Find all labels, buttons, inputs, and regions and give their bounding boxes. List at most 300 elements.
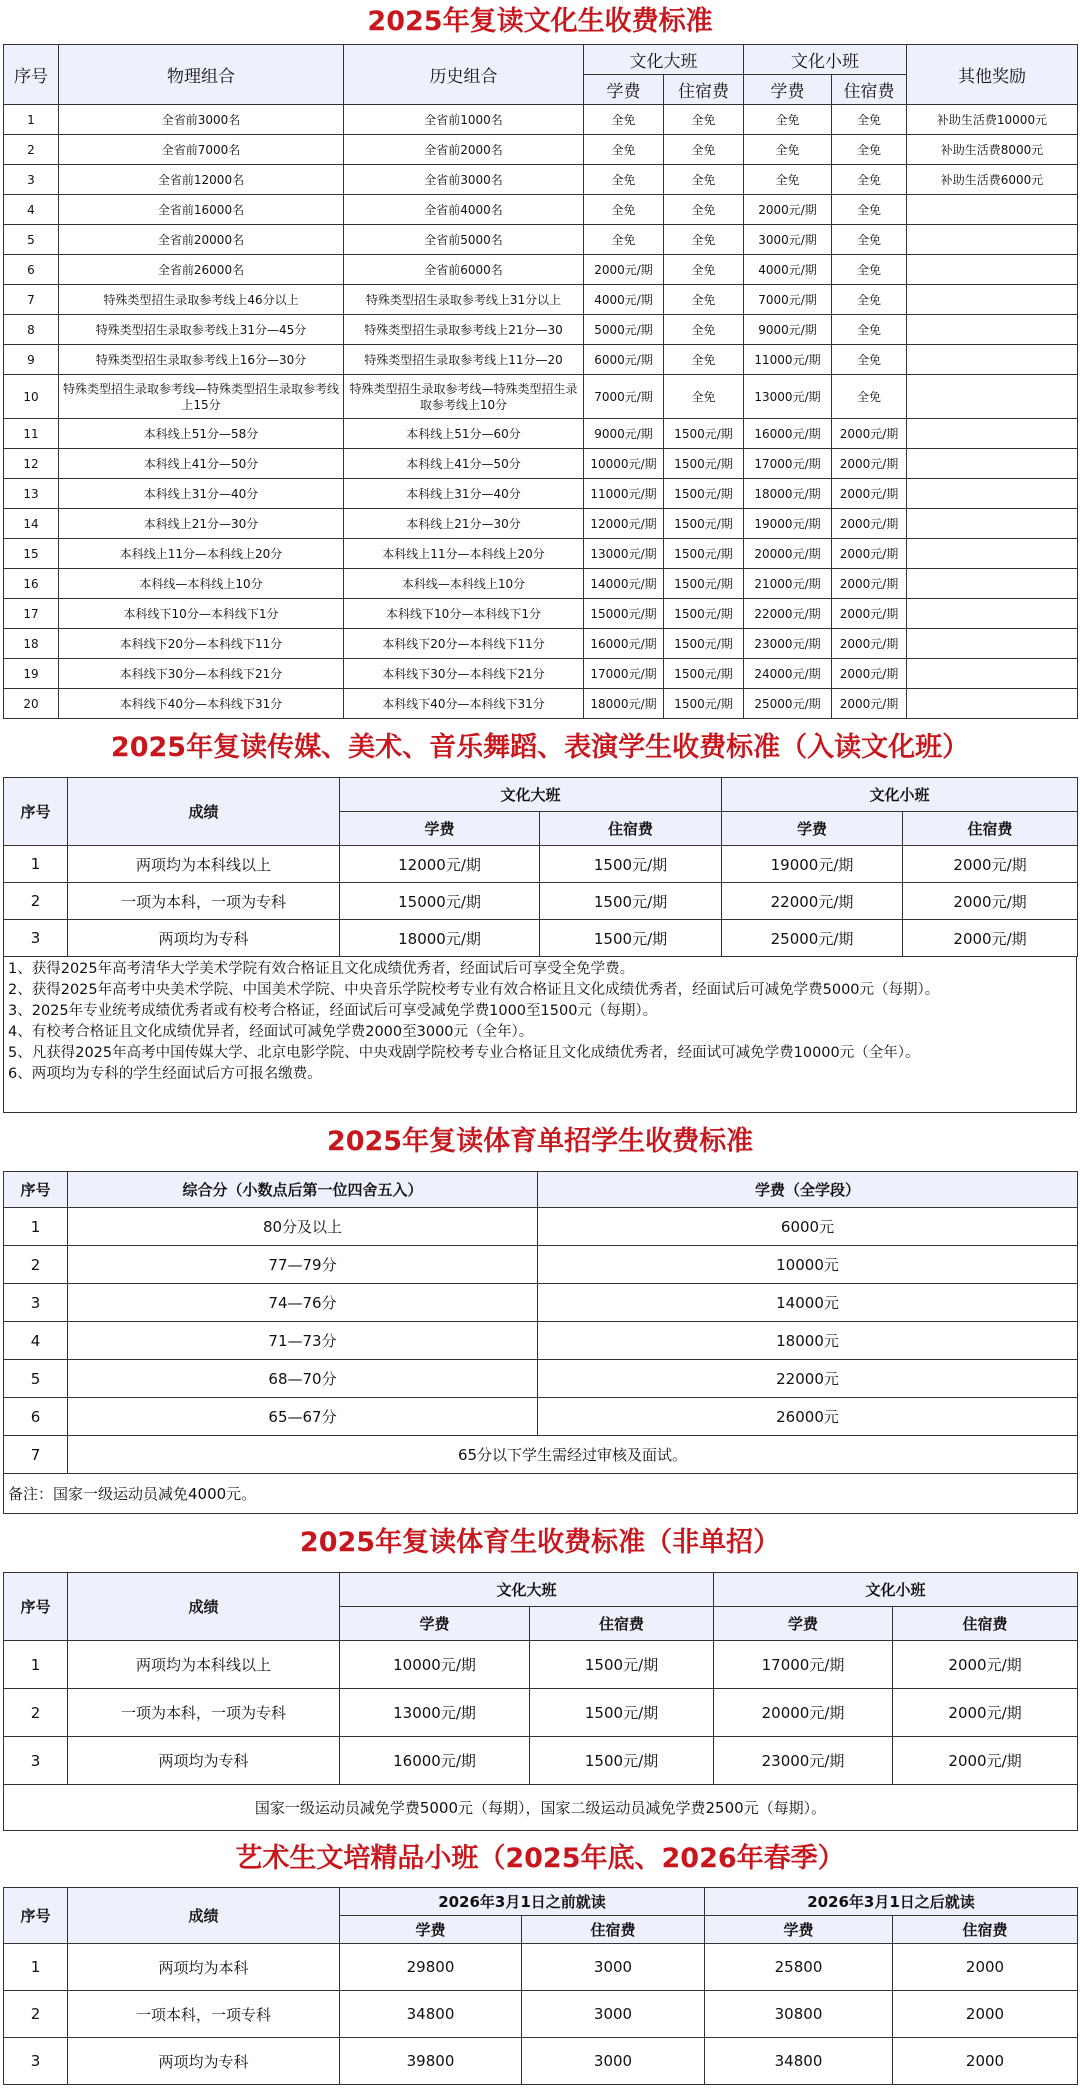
section1-title: 2025年复读文化生收费标准 [367, 6, 713, 37]
big-class-board: 全免 [664, 135, 744, 165]
row-number: 4 [4, 195, 59, 225]
small-class-board: 全免 [832, 315, 907, 345]
other-reward [907, 569, 1078, 599]
header-board: 住宿费 [664, 75, 744, 105]
history-criteria: 本科线上31分—40分 [344, 479, 584, 509]
small-class-board: 全免 [832, 375, 907, 419]
row-number: 3 [4, 1737, 68, 1785]
history-criteria: 本科线上21分—30分 [344, 509, 584, 539]
score-range: 68—70分 [68, 1360, 538, 1398]
small-class-tuition: 21000元/期 [744, 569, 832, 599]
other-reward [907, 539, 1078, 569]
board-cell: 1500元/期 [530, 1689, 714, 1737]
big-class-board: 全免 [664, 105, 744, 135]
small-class-tuition: 11000元/期 [744, 345, 832, 375]
small-class-board: 2000元/期 [832, 509, 907, 539]
section5-title: 艺术生文培精品小班（2025年底、2026年春季） [235, 1843, 845, 1874]
board-cell: 2000元/期 [893, 1641, 1078, 1689]
history-criteria: 全省前6000名 [344, 255, 584, 285]
big-class-board: 1500元/期 [664, 599, 744, 629]
table-row [4, 1284, 1078, 1322]
other-reward [907, 659, 1078, 689]
tuition-cell: 6000元 [538, 1208, 1078, 1246]
small-class-board: 2000元/期 [832, 539, 907, 569]
row-number: 2 [4, 1991, 68, 2038]
table-row [4, 255, 1078, 285]
physics-criteria: 特殊类型招生录取参考线上46分以上 [59, 285, 344, 315]
header-no: 序号 [4, 1573, 68, 1641]
header-small-class: 文化小班 [744, 45, 907, 75]
header-no: 序号 [4, 45, 59, 105]
score-range: 71—73分 [68, 1322, 538, 1360]
note-line: 1、获得2025年高考清华大学美术学院有效合格证且文化成绩优秀者，经面试后可享受全免学费。 [8, 961, 635, 977]
score-criteria: 两项均为本科 [68, 1944, 340, 1991]
header-tuition: 学费 [722, 812, 903, 846]
row-number: 2 [4, 883, 68, 920]
tuition-cell: 22000元 [538, 1360, 1078, 1398]
section4-note: 国家一级运动员减免学费5000元（每期），国家二级运动员减免学费2500元（每期）。 [4, 1785, 1078, 1831]
small-class-tuition: 17000元/期 [744, 449, 832, 479]
big-class-tuition: 2000元/期 [584, 255, 664, 285]
row-number: 10 [4, 375, 59, 419]
small-class-tuition: 9000元/期 [744, 315, 832, 345]
note-line: 3、2025年专业统考成绩优秀者或有校考合格证，经面试后可享受减免学费1000至1500元（每期）。 [8, 1003, 658, 1019]
header-no: 序号 [4, 778, 68, 846]
tuition-cell: 25000元/期 [722, 920, 903, 957]
row-number: 4 [4, 1322, 68, 1360]
big-class-tuition: 全免 [584, 135, 664, 165]
section1-table [3, 44, 1078, 719]
header-before-date: 2026年3月1日之前就读 [340, 1888, 705, 1916]
physics-criteria: 全省前16000名 [59, 195, 344, 225]
table-row [4, 165, 1078, 195]
big-class-board: 全免 [664, 225, 744, 255]
small-class-tuition: 4000元/期 [744, 255, 832, 285]
table-row [4, 1360, 1078, 1398]
physics-criteria: 本科线上11分—本科线上20分 [59, 539, 344, 569]
small-class-board: 2000元/期 [832, 569, 907, 599]
small-class-board: 全免 [832, 135, 907, 165]
row-number: 17 [4, 599, 59, 629]
table-row [4, 345, 1078, 375]
other-reward [907, 629, 1078, 659]
row-number: 3 [4, 2038, 68, 2085]
small-class-tuition: 3000元/期 [744, 225, 832, 255]
header-tuition: 学费 [744, 75, 832, 105]
tuition-cell: 34800 [340, 1991, 522, 2038]
big-class-board: 全免 [664, 195, 744, 225]
note-line: 5、凡获得2025年高考中国传媒大学、北京电影学院、中央戏剧学院校考专业合格证且文化成绩优秀者，经面试可减免学费10000元（全年）。 [8, 1045, 920, 1061]
history-criteria: 全省前4000名 [344, 195, 584, 225]
big-class-tuition: 17000元/期 [584, 659, 664, 689]
physics-criteria: 全省前20000名 [59, 225, 344, 255]
section2-table [3, 777, 1078, 957]
header-score: 综合分（小数点后第一位四舍五入） [68, 1172, 538, 1208]
tuition-cell: 23000元/期 [714, 1737, 893, 1785]
table-row [4, 1641, 1078, 1689]
physics-criteria: 特殊类型招生录取参考线上31分—45分 [59, 315, 344, 345]
tuition-cell: 19000元/期 [722, 846, 903, 883]
big-class-tuition: 6000元/期 [584, 345, 664, 375]
header-physics: 物理组合 [59, 45, 344, 105]
big-class-tuition: 10000元/期 [584, 449, 664, 479]
physics-criteria: 本科线上51分—58分 [59, 419, 344, 449]
small-class-board: 全免 [832, 195, 907, 225]
row-note: 65分以下学生需经过审核及面试。 [68, 1436, 1078, 1474]
header-board: 住宿费 [832, 75, 907, 105]
score-range: 80分及以上 [68, 1208, 538, 1246]
row-number: 7 [4, 285, 59, 315]
row-number: 2 [4, 1689, 68, 1737]
row-number: 1 [4, 846, 68, 883]
physics-criteria: 特殊类型招生录取参考线上16分—30分 [59, 345, 344, 375]
big-class-board: 1500元/期 [664, 509, 744, 539]
section4-title: 2025年复读体育生收费标准（非单招） [299, 1527, 781, 1558]
physics-criteria: 本科线上41分—50分 [59, 449, 344, 479]
big-class-board: 1500元/期 [664, 659, 744, 689]
header-score: 成绩 [68, 1888, 340, 1944]
other-reward [907, 479, 1078, 509]
other-reward [907, 419, 1078, 449]
small-class-board: 2000元/期 [832, 689, 907, 719]
table-row [4, 105, 1078, 135]
board-cell: 1500元/期 [540, 846, 722, 883]
big-class-tuition: 5000元/期 [584, 315, 664, 345]
section4-table [3, 1572, 1078, 1831]
table-row [4, 629, 1078, 659]
small-class-tuition: 23000元/期 [744, 629, 832, 659]
header-no: 序号 [4, 1888, 68, 1944]
big-class-tuition: 16000元/期 [584, 629, 664, 659]
tuition-cell: 10000元 [538, 1246, 1078, 1284]
table-row [4, 846, 1078, 883]
score-criteria: 两项均为专科 [68, 920, 340, 957]
header-board: 住宿费 [903, 812, 1078, 846]
big-class-tuition: 15000元/期 [584, 599, 664, 629]
physics-criteria: 全省前26000名 [59, 255, 344, 285]
header-board: 住宿费 [522, 1916, 705, 1944]
big-class-tuition: 全免 [584, 165, 664, 195]
score-criteria: 两项均为本科线以上 [68, 1641, 340, 1689]
other-reward: 补助生活费10000元 [907, 105, 1078, 135]
physics-criteria: 本科线上21分—30分 [59, 509, 344, 539]
history-criteria: 全省前1000名 [344, 105, 584, 135]
header-tuition: 学费 [340, 812, 540, 846]
table-row [4, 225, 1078, 255]
header-other-reward: 其他奖励 [907, 45, 1078, 105]
score-range: 74—76分 [68, 1284, 538, 1322]
small-class-tuition: 24000元/期 [744, 659, 832, 689]
tuition-cell: 22000元/期 [722, 883, 903, 920]
big-class-board: 全免 [664, 315, 744, 345]
big-class-tuition: 11000元/期 [584, 479, 664, 509]
header-tuition: 学费 [705, 1916, 893, 1944]
big-class-board: 1500元/期 [664, 569, 744, 599]
header-score: 成绩 [68, 778, 340, 846]
physics-criteria: 本科线—本科线上10分 [59, 569, 344, 599]
tuition-cell: 20000元/期 [714, 1689, 893, 1737]
table-row [4, 1246, 1078, 1284]
board-cell: 2000元/期 [893, 1737, 1078, 1785]
header-big-class: 文化大班 [340, 1573, 714, 1607]
big-class-tuition: 9000元/期 [584, 419, 664, 449]
other-reward: 补助生活费6000元 [907, 165, 1078, 195]
other-reward [907, 285, 1078, 315]
row-number: 1 [4, 105, 59, 135]
other-reward [907, 375, 1078, 419]
history-criteria: 本科线下40分—本科线下31分 [344, 689, 584, 719]
small-class-board: 全免 [832, 345, 907, 375]
section5-table [3, 1887, 1078, 2085]
small-class-tuition: 20000元/期 [744, 539, 832, 569]
score-range: 77—79分 [68, 1246, 538, 1284]
small-class-tuition: 7000元/期 [744, 285, 832, 315]
history-criteria: 特殊类型招生录取参考线上11分—20 [344, 345, 584, 375]
section3-note: 备注：国家一级运动员减免4000元。 [4, 1474, 1078, 1514]
big-class-tuition: 14000元/期 [584, 569, 664, 599]
tuition-cell: 34800 [705, 2038, 893, 2085]
header-big-class: 文化大班 [584, 45, 744, 75]
table-row [4, 1944, 1078, 1991]
table-row [4, 195, 1078, 225]
big-class-tuition: 13000元/期 [584, 539, 664, 569]
small-class-board: 全免 [832, 225, 907, 255]
header-tuition: 学费 [340, 1916, 522, 1944]
big-class-board: 1500元/期 [664, 539, 744, 569]
table-row [4, 1398, 1078, 1436]
tuition-cell: 39800 [340, 2038, 522, 2085]
physics-criteria: 全省前3000名 [59, 105, 344, 135]
board-cell: 1500元/期 [540, 883, 722, 920]
header-small-class: 文化小班 [714, 1573, 1078, 1607]
table-row [4, 449, 1078, 479]
table-row [4, 1991, 1078, 2038]
table-row [4, 1208, 1078, 1246]
big-class-board: 全免 [664, 375, 744, 419]
tuition-cell: 18000元/期 [340, 920, 540, 957]
small-class-tuition: 25000元/期 [744, 689, 832, 719]
row-number: 9 [4, 345, 59, 375]
small-class-board: 2000元/期 [832, 659, 907, 689]
row-number: 2 [4, 135, 59, 165]
big-class-board: 1500元/期 [664, 689, 744, 719]
other-reward [907, 599, 1078, 629]
tuition-cell: 10000元/期 [340, 1641, 530, 1689]
small-class-tuition: 全免 [744, 165, 832, 195]
other-reward [907, 195, 1078, 225]
physics-criteria: 本科线上31分—40分 [59, 479, 344, 509]
physics-criteria: 本科线下30分—本科线下21分 [59, 659, 344, 689]
history-criteria: 全省前2000名 [344, 135, 584, 165]
physics-criteria: 本科线下10分—本科线下1分 [59, 599, 344, 629]
history-criteria: 本科线下20分—本科线下11分 [344, 629, 584, 659]
other-reward [907, 225, 1078, 255]
tuition-cell: 26000元 [538, 1398, 1078, 1436]
tuition-cell: 25800 [705, 1944, 893, 1991]
row-number: 3 [4, 1284, 68, 1322]
row-number: 15 [4, 539, 59, 569]
section3-table [3, 1171, 1078, 1514]
small-class-tuition: 22000元/期 [744, 599, 832, 629]
board-cell: 3000 [522, 1991, 705, 2038]
note-line: 6、两项均为专科的学生经面试后方可报名缴费。 [8, 1066, 322, 1082]
header-board: 住宿费 [893, 1916, 1078, 1944]
tuition-cell: 29800 [340, 1944, 522, 1991]
small-class-board: 2000元/期 [832, 419, 907, 449]
section2-title: 2025年复读传媒、美术、音乐舞蹈、表演学生收费标准（入读文化班） [110, 732, 970, 763]
table-row [4, 1689, 1078, 1737]
row-number: 1 [4, 1641, 68, 1689]
history-criteria: 本科线上41分—50分 [344, 449, 584, 479]
header-tuition: 学费（全学段） [538, 1172, 1078, 1208]
other-reward [907, 255, 1078, 285]
big-class-tuition: 4000元/期 [584, 285, 664, 315]
history-criteria: 本科线上51分—60分 [344, 419, 584, 449]
row-number: 7 [4, 1436, 68, 1474]
small-class-tuition: 全免 [744, 135, 832, 165]
table-row [4, 1322, 1078, 1360]
row-number: 14 [4, 509, 59, 539]
big-class-board: 1500元/期 [664, 449, 744, 479]
small-class-tuition: 13000元/期 [744, 375, 832, 419]
small-class-board: 全免 [832, 285, 907, 315]
table-row [4, 315, 1078, 345]
other-reward [907, 509, 1078, 539]
small-class-board: 全免 [832, 105, 907, 135]
board-cell: 1500元/期 [530, 1737, 714, 1785]
big-class-board: 1500元/期 [664, 479, 744, 509]
header-after-date: 2026年3月1日之后就读 [705, 1888, 1078, 1916]
row-number: 2 [4, 1246, 68, 1284]
small-class-board: 2000元/期 [832, 629, 907, 659]
big-class-tuition: 全免 [584, 225, 664, 255]
row-number: 11 [4, 419, 59, 449]
tuition-cell: 17000元/期 [714, 1641, 893, 1689]
small-class-tuition: 2000元/期 [744, 195, 832, 225]
row-number: 3 [4, 165, 59, 195]
note-line: 4、有校考合格证且文化成绩优异者，经面试可减免学费2000至3000元（全年）。 [8, 1024, 534, 1040]
physics-criteria: 全省前12000名 [59, 165, 344, 195]
table-row [4, 689, 1078, 719]
tuition-cell: 12000元/期 [340, 846, 540, 883]
big-class-tuition: 7000元/期 [584, 375, 664, 419]
header-board: 住宿费 [893, 1607, 1078, 1641]
big-class-board: 1500元/期 [664, 419, 744, 449]
row-number: 18 [4, 629, 59, 659]
table-row [4, 285, 1078, 315]
table-row [4, 135, 1078, 165]
row-number: 8 [4, 315, 59, 345]
table-row [4, 659, 1078, 689]
big-class-board: 1500元/期 [664, 629, 744, 659]
board-cell: 3000 [522, 1944, 705, 1991]
small-class-board: 2000元/期 [832, 599, 907, 629]
history-criteria: 本科线—本科线上10分 [344, 569, 584, 599]
history-criteria: 特殊类型招生录取参考线—特殊类型招生录取参考线上10分 [344, 375, 584, 419]
row-number: 5 [4, 1360, 68, 1398]
board-cell: 2000元/期 [903, 883, 1078, 920]
big-class-tuition: 18000元/期 [584, 689, 664, 719]
other-reward [907, 689, 1078, 719]
physics-criteria: 全省前7000名 [59, 135, 344, 165]
header-no: 序号 [4, 1172, 68, 1208]
score-criteria: 一项为本科，一项为专科 [68, 1689, 340, 1737]
big-class-board: 全免 [664, 285, 744, 315]
header-small-class: 文化小班 [722, 778, 1078, 812]
history-criteria: 本科线下10分—本科线下1分 [344, 599, 584, 629]
board-cell: 1500元/期 [530, 1641, 714, 1689]
tuition-cell: 18000元 [538, 1322, 1078, 1360]
board-cell: 3000 [522, 2038, 705, 2085]
board-cell: 2000元/期 [903, 920, 1078, 957]
big-class-tuition: 12000元/期 [584, 509, 664, 539]
table-row [4, 375, 1078, 419]
row-number: 5 [4, 225, 59, 255]
row-number: 1 [4, 1944, 68, 1991]
row-number: 6 [4, 1398, 68, 1436]
score-range: 65—67分 [68, 1398, 538, 1436]
small-class-tuition: 全免 [744, 105, 832, 135]
history-criteria: 全省前3000名 [344, 165, 584, 195]
header-board: 住宿费 [530, 1607, 714, 1641]
big-class-tuition: 全免 [584, 105, 664, 135]
table-row [4, 419, 1078, 449]
other-reward [907, 315, 1078, 345]
tuition-cell: 16000元/期 [340, 1737, 530, 1785]
history-criteria: 本科线下30分—本科线下21分 [344, 659, 584, 689]
score-criteria: 一项本科，一项专科 [68, 1991, 340, 2038]
row-number: 6 [4, 255, 59, 285]
score-criteria: 两项均为专科 [68, 2038, 340, 2085]
small-class-tuition: 19000元/期 [744, 509, 832, 539]
board-cell: 1500元/期 [540, 920, 722, 957]
board-cell: 2000 [893, 1944, 1078, 1991]
history-criteria: 全省前5000名 [344, 225, 584, 255]
small-class-board: 全免 [832, 255, 907, 285]
header-tuition: 学费 [714, 1607, 893, 1641]
tuition-cell: 30800 [705, 1991, 893, 2038]
table-row [4, 539, 1078, 569]
big-class-board: 全免 [664, 165, 744, 195]
board-cell: 2000 [893, 2038, 1078, 2085]
history-criteria: 特殊类型招生录取参考线上31分以上 [344, 285, 584, 315]
big-class-board: 全免 [664, 255, 744, 285]
other-reward [907, 449, 1078, 479]
small-class-board: 全免 [832, 165, 907, 195]
small-class-tuition: 16000元/期 [744, 419, 832, 449]
row-number: 12 [4, 449, 59, 479]
row-number: 19 [4, 659, 59, 689]
table-row [4, 1737, 1078, 1785]
table-row [4, 883, 1078, 920]
small-class-tuition: 18000元/期 [744, 479, 832, 509]
physics-criteria: 本科线下20分—本科线下11分 [59, 629, 344, 659]
big-class-board: 全免 [664, 345, 744, 375]
physics-criteria: 特殊类型招生录取参考线—特殊类型招生录取参考线上15分 [59, 375, 344, 419]
physics-criteria: 本科线下40分—本科线下31分 [59, 689, 344, 719]
history-criteria: 特殊类型招生录取参考线上21分—30 [344, 315, 584, 345]
table-row [4, 599, 1078, 629]
header-score: 成绩 [68, 1573, 340, 1641]
score-criteria: 一项为本科，一项为专科 [68, 883, 340, 920]
row-number: 16 [4, 569, 59, 599]
big-class-tuition: 全免 [584, 195, 664, 225]
section2-notes [3, 957, 1077, 1113]
header-big-class: 文化大班 [340, 778, 722, 812]
table-row [4, 2038, 1078, 2085]
row-number: 1 [4, 1208, 68, 1246]
table-row [4, 569, 1078, 599]
